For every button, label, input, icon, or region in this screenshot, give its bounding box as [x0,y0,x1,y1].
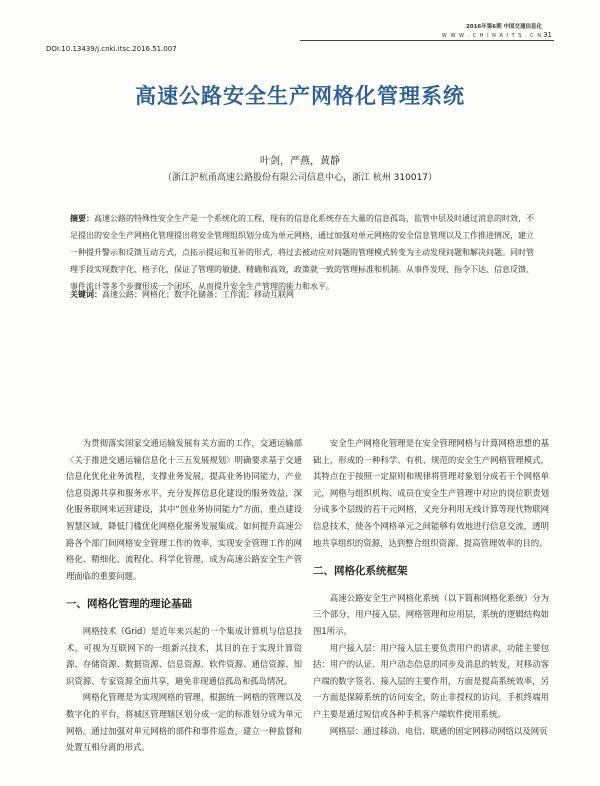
section-heading-1: 一、网格化管理的理论基础 [66,598,192,611]
paragraph: 网格层：通过移动、电信、联通的固定网移动网络以及网页 [329,725,548,736]
keywords [70,289,540,300]
paragraph: 安全生产网格化管理是在安全管理网格与计算网格思想的基础上，形成的一种科学、有机、规范的安全生产网格管理模式，其特点在于按照一定原则和规律将管理对象划分成若干个网格单元，网格与组织机构、成员在安全生产管理中对应的岗位职责划分成多个层级的若干元网格，又充分利用无线计算等现代物联网信息技术，使各个网格单元之间能够有效地进行信息交流，透明地共享组织的资源，达到整合组织资源、提高管理效率的目的。 [313,438,549,548]
header-rule [300,40,554,41]
journal-url: W W W . C H I N A I T S . C N [441,33,542,39]
keywords-label: 关键词： [70,290,102,299]
affiliation: （浙江沪杭甬高速公路股份有限公司信息中心，浙江 杭州 310017） [162,173,438,183]
authors: 叶剑，严燕，黄静 [260,156,340,167]
abstract-label: 摘要： [70,214,94,223]
right-column [313,435,549,739]
paragraph: 网格化管理是为实现网格的管理，根据统一网格的管理以及数字化的平台，将城区管理辖区划分成一定的标准划分成为单元网格。通过加强对单元网格的部件和事件巡查，建立一种监督和处置互相分离的形式。 [66,692,302,753]
paragraph: 高速公路安全生产网格化系统（以下简称网格化系统）分为三个部分，用户接入层、网格管理和应用层，系统的逻辑结构如图1所示。 [313,592,549,636]
doi: DOI:10.13439/j.cnki.itsc.2016.51.007 [46,45,177,53]
article-title: 高速公路安全生产网格化管理系统 [135,83,465,108]
journal-name: 2016年第6期 中国交通信息化 [465,24,542,30]
section-heading-2: 二、网格化系统框架 [313,565,408,578]
paragraph: 为贯彻落实国家交通运输发展有关方面的工作，交通运输部〈关于推进交通运输信息化十三五发展规划〉明确要求基于交通信息化优化业务流程，支撑业务发展，提高业务协同能力，产业信息资源共享和服务水平，充分发挥信息化建设的服务效益，深化服务联网来运营建设，其中“创业务协同能力”方面，重点建设智慧区域，降低门槛优化网格化服务发展集成。如何提升高速公路各个部门间网格安全管理工作的效率，实现安全管理工作的网格化、精细化、流程化、科学化管理，成为高速公路安全生产管理面临的重要问题。 [66,438,302,581]
paragraph: 用户接入层：用户接入层主要负责用户的请求，功能主要包括：用户的认证、用户动态信息的同步及消息的转发，对移动客户端的数字签名、接入层的主要作用，方面是提高系统效率，另一方面是保障系统的访问安全，防止非授权的访问，手机终端用户主要是通过短信或各种手机客户端软件使用系统。 [313,642,549,719]
paragraph: 网格技术（Grid）是近年来兴起的一个集成计算机与信息技术，可视为互联网下的一组新兴技术，其目的在于实现计算资源、存储资源、数据资源、信息资源、软件资源、通信资源、知识资源、专家资源全面共享，避免非现通信孤岛和孤岛情况。 [66,625,302,686]
abstract [70,210,540,295]
left-column [66,435,302,756]
abstract-text: 高速公路的特殊性安全生产是一个系统化的工程，现有的信息化系统存在大量的信息孤岛，监管中层及时通过消息的时效，不足提出的安全生产网格化管理提出将安全管理组织划分成为单元网格，通过加强对单元网格的安全信息管理以及工作推进情况，建立一种提升警示和反馈互动方式，点拓示提运和互补的形式，将过去被动应对问题的管理模式转变为主动发现问题和解决问题。同时管理手段实现数字化、格子化，保证了管理的敏捷、精确和高效，政策就一致的管理标准和机制。从事件发现、指令下达、信息反馈、事件流计等多个步骤形成一个闭环，从而提升安全生产管理的能力和水平。 [70,214,534,291]
page-number: 31 [543,31,552,39]
keywords-text: 高速公路；网格化；数字化储备；工作流；移动互联网 [102,290,294,299]
